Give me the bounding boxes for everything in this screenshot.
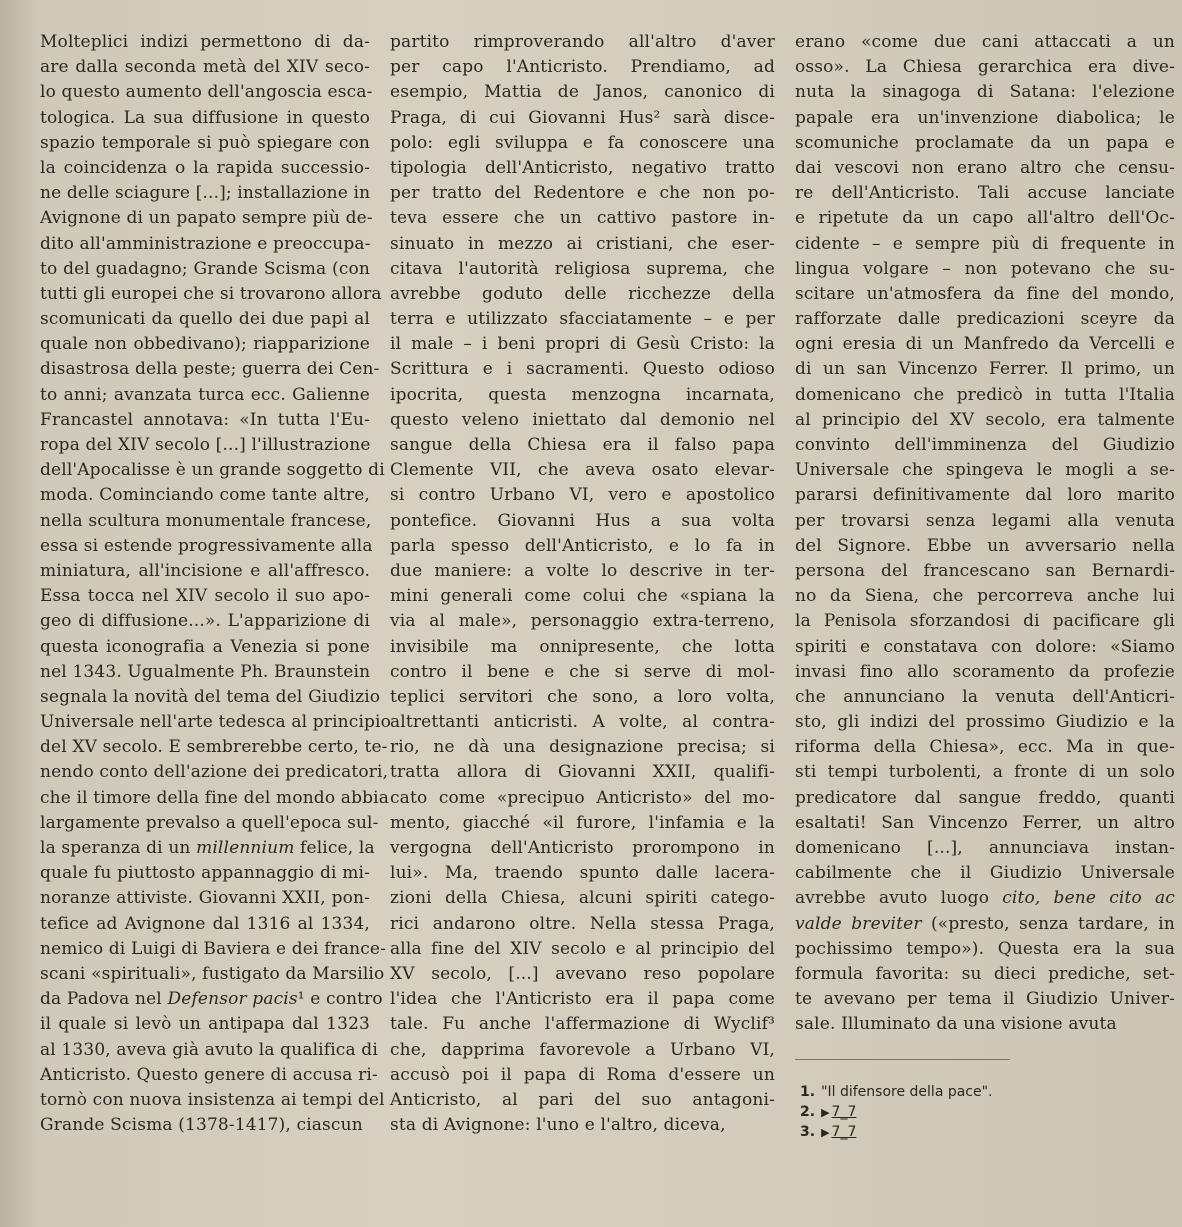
text-line: e ripetute da un capo all'altro dell'Oc-	[795, 208, 1175, 229]
text-line: tratta allora di Giovanni XXII, qualifi-	[390, 762, 775, 783]
text-line: sinuato in mezzo ai cristiani, che eser-	[390, 233, 775, 254]
footnote-3[interactable]	[800, 1122, 1180, 1143]
text-line: pontefice. Giovanni Hus a sua volta	[390, 510, 775, 531]
text-line: ogni eresia di un Manfredo da Vercelli e	[795, 334, 1175, 355]
text-line: invasi fino allo scoramento da profezie	[795, 661, 1175, 682]
text-line: mento, giacché «il furore, l'infamia e la	[390, 812, 775, 833]
text-line: geo di diffusione...». L'apparizione di	[40, 611, 370, 632]
text-line: tefice ad Avignone dal 1316 al 1334,	[40, 913, 370, 934]
text-line: domenicano che predicò in tutta l'Italia	[795, 384, 1175, 405]
text-line: del XV secolo. E sembrerebbe certo, te-	[40, 737, 388, 758]
text-line: del Signore. Ebbe un avversario nella	[795, 535, 1175, 556]
text-line: re dell'Anticristo. Tali accuse lanciate	[795, 183, 1175, 204]
text-line: sto, gli indizi del prossimo Giudizio e la	[795, 712, 1175, 733]
text-line: cidente – e sempre più di frequente in	[795, 233, 1175, 254]
text-line: due maniere: a volte lo descrive in ter-	[390, 560, 775, 581]
text-line: si contro Urbano VI, vero e apostolico	[390, 485, 775, 506]
text-line: tutti gli europei che si trovarono allora	[40, 283, 382, 304]
footnote-number: 2.	[800, 1104, 816, 1120]
text-line: invisibile ma onnipresente, che lotta	[390, 636, 775, 657]
text-line: contro il bene e che si serve di mol-	[390, 661, 775, 682]
text-line: al principio del XV secolo, era talmente	[795, 409, 1175, 430]
text-line: Anticristo. Questo genere di accusa ri-	[40, 1064, 378, 1085]
text-line: nella scultura monumentale francese,	[40, 510, 372, 531]
text-line: nemico di Luigi di Baviera e dei france-	[40, 938, 387, 959]
text-line: rici andarono oltre. Nella stessa Praga,	[390, 913, 775, 934]
text-line: Universale che spingeva le mogli a se-	[795, 460, 1175, 481]
cross-reference-link[interactable]: 7_7	[831, 1104, 857, 1120]
text-line: formula favorita: su dieci prediche, set-	[795, 963, 1175, 984]
text-line: scani «spirituali», fustigato da Marsilio	[40, 963, 385, 984]
text-line: Avignone di un papato sempre più de-	[40, 208, 373, 229]
text-line: miniatura, all'incisione e all'affresco.	[40, 560, 370, 581]
text-line: che annunciano la venuta dell'Anticri-	[795, 686, 1175, 707]
text-line: zioni della Chiesa, alcuni spiriti catego-	[390, 888, 775, 909]
text-line: il quale si levò un antipapa dal 1323	[40, 1014, 370, 1035]
footnote-2[interactable]	[800, 1102, 1180, 1123]
arrow-icon: ▶	[821, 1126, 830, 1139]
arrow-icon: ▶	[821, 1106, 830, 1119]
text-line: teva essere che un cattivo pastore in-	[390, 208, 775, 229]
text-line: la speranza di un millennium felice, la	[40, 838, 375, 858]
text-line: sale. Illuminato da una visione avuta	[795, 1014, 1117, 1035]
text-line: sangue della Chiesa era il falso papa	[390, 435, 775, 455]
text-column-middle	[390, 30, 775, 1138]
text-line: Praga, di cui Giovanni Hus² sarà disce-	[390, 107, 775, 128]
text-line: quale fu piuttosto appannaggio di mi-	[40, 863, 370, 884]
text-line: ne delle sciagure [...]; installazione in	[40, 183, 371, 204]
text-line: dai vescovi non erano altro che censu-	[795, 157, 1175, 178]
text-line: dito all'amministrazione e preoccupa-	[40, 233, 371, 254]
text-line: disastrosa della peste; guerra dei Cen-	[40, 359, 380, 380]
text-line: questo veleno iniettato dal demonio nel	[390, 409, 775, 430]
text-line: Universale nell'arte tedesca al principio	[40, 712, 392, 733]
text-line: osso». La Chiesa gerarchica era dive-	[795, 57, 1175, 78]
text-line: per tratto del Redentore e che non po-	[390, 183, 775, 204]
text-line: rio, ne dà una designazione precisa; si	[390, 737, 775, 758]
text-line: terra e utilizzato sfacciatamente – e per	[390, 309, 775, 330]
text-line: tologica. La sua diffusione in questo	[40, 107, 370, 128]
text-line: la Penisola sforzandosi di pacificare gli	[795, 611, 1175, 632]
text-line: rafforzate dalle predicazioni sceyre da	[795, 309, 1175, 330]
text-column-right	[795, 30, 1175, 1038]
text-line: nel 1343. Ugualmente Ph. Braunstein	[40, 661, 371, 682]
text-line: Molteplici indizi permettono di da-	[40, 32, 370, 52]
text-line: Anticristo, al pari del suo antagoni-	[390, 1089, 775, 1110]
text-line: nendo conto dell'azione dei predicatori,	[40, 762, 389, 783]
text-line: scitare un'atmosfera da fine del mondo,	[795, 283, 1175, 304]
text-line: valde breviter («presto, senza tardare, in	[795, 913, 1175, 934]
text-line: noranze attiviste. Giovanni XXII, pon-	[40, 888, 370, 909]
text-line: che il timore della fine del mondo abbia	[40, 787, 390, 808]
text-line: sti tempi turbolenti, a fronte di un solo	[795, 762, 1175, 783]
text-line: mini generali come colui che «spiana la	[390, 586, 775, 607]
text-line: to del guadagno; Grande Scisma (con	[40, 258, 370, 279]
text-line: domenicano [...], annunciava instan-	[795, 838, 1175, 858]
text-line: to anni; avanzata turca ecc. Galienne	[40, 384, 370, 405]
text-line: dell'Apocalisse è un grande soggetto di	[40, 460, 385, 481]
text-line: ipocrita, questa menzogna incarnata,	[390, 384, 775, 405]
text-line: persona del francescano san Bernardi-	[795, 560, 1175, 581]
footnote-text: "Il difensore della pace".	[821, 1084, 993, 1100]
text-line: citava l'autorità religiosa suprema, che	[390, 258, 775, 279]
text-line: moda. Cominciando come tante altre,	[40, 485, 370, 506]
text-line: te avevano per tema il Giudizio Univer-	[795, 989, 1175, 1010]
text-line: tale. Fu anche l'affermazione di Wyclif³	[390, 1014, 775, 1035]
text-line: ropa del XIV secolo [...] l'illustrazione	[40, 435, 371, 455]
text-line: partito rimproverando all'altro d'aver	[390, 32, 775, 52]
text-line: convinto dell'imminenza del Giudizio	[795, 435, 1175, 455]
footnote-1	[800, 1082, 1180, 1102]
text-line: pararsi definitivamente dal loro marito	[795, 485, 1175, 506]
text-line: lingua volgare – non potevano che su-	[795, 258, 1175, 279]
text-line: scomunicati da quello dei due papi al	[40, 309, 370, 330]
text-line: da Padova nel Defensor pacis¹ e contro	[40, 989, 383, 1010]
text-line: teplici servitori che sono, a loro volta,	[390, 686, 775, 707]
text-line: di un san Vincenzo Ferrer. Il primo, un	[795, 359, 1175, 380]
text-line: tornò con nuova insistenza ai tempi del	[40, 1089, 385, 1110]
text-line: lo questo aumento dell'angoscia esca-	[40, 82, 373, 103]
text-line: scomuniche proclamate da un papa e	[795, 132, 1175, 153]
footnote-number: 1.	[800, 1084, 816, 1100]
text-line: no da Siena, che percorreva anche lui	[795, 586, 1175, 607]
text-line: essa si estende progressivamente alla	[40, 535, 373, 556]
text-line: l'idea che l'Anticristo era il papa come	[390, 989, 775, 1010]
cross-reference-link[interactable]: 7_7	[831, 1124, 857, 1140]
text-line: spazio temporale si può spiegare con	[40, 132, 370, 153]
text-line: accusò poi il papa di Roma d'essere un	[390, 1064, 775, 1085]
text-line: il male – i beni propri di Gesù Cristo: la	[390, 334, 775, 355]
text-line: Essa tocca nel XIV secolo il suo apo-	[40, 586, 370, 607]
text-line: nuta la sinagoga di Satana: l'elezione	[795, 82, 1175, 103]
text-line: vergogna dell'Anticristo prorompono in	[390, 838, 775, 858]
text-line: lui». Ma, traendo spunto dalle lacera-	[390, 863, 775, 884]
text-line: are dalla seconda metà del XIV seco-	[40, 57, 370, 78]
text-line: polo: egli sviluppa e fa conoscere una	[390, 132, 775, 153]
text-line: Grande Scisma (1378-1417), ciascun	[40, 1115, 363, 1136]
text-line: la coincidenza o la rapida successio-	[40, 157, 370, 178]
text-line: cato come «precipuo Anticristo» del mo-	[390, 787, 775, 808]
text-line: pochissimo tempo»). Questa era la sua	[795, 938, 1175, 959]
text-line: Francastel annotava: «In tutta l'Eu-	[40, 409, 370, 430]
text-line: avrebbe avuto luogo cito, bene cito ac	[795, 888, 1175, 909]
text-line: al 1330, aveva già avuto la qualifica di	[40, 1039, 378, 1060]
text-line: cabilmente che il Giudizio Universale	[795, 863, 1175, 884]
footnote-number: 3.	[800, 1124, 816, 1140]
text-line: per capo l'Anticristo. Prendiamo, ad	[390, 57, 775, 78]
text-line: avrebbe goduto delle ricchezze della	[390, 283, 775, 304]
footnote-divider	[795, 1059, 1010, 1060]
text-line: erano «come due cani attaccati a un	[795, 32, 1175, 52]
text-line: segnala la novità del tema del Giudizio	[40, 686, 381, 707]
text-line: largamente prevalso a quell'epoca sul-	[40, 812, 379, 833]
text-line: esaltati! San Vincenzo Ferrer, un altro	[795, 812, 1175, 833]
text-line: Clemente VII, che aveva osato elevar-	[390, 460, 775, 481]
text-line: parla spesso dell'Anticristo, e lo fa in	[390, 535, 775, 556]
text-line: esempio, Mattia de Janos, canonico di	[390, 82, 775, 103]
text-line: questa iconografia a Venezia si pone	[40, 636, 370, 657]
text-line: altrettanti anticristi. A volte, al contra-	[390, 712, 775, 733]
text-line: Scrittura e i sacramenti. Questo odioso	[390, 359, 775, 380]
text-line: per trovarsi senza legami alla venuta	[795, 510, 1175, 531]
text-line: quale non obbedivano); riapparizione	[40, 334, 370, 355]
text-line: tipologia dell'Anticristo, negativo tratto	[390, 157, 775, 178]
text-line: spiriti e constatava con dolore: «Siamo	[795, 636, 1175, 657]
text-column-left	[40, 30, 392, 1138]
text-line: riforma della Chiesa», ecc. Ma in que-	[795, 737, 1175, 758]
text-line: via al male», personaggio extra-terreno,	[390, 611, 775, 632]
text-line: XV secolo, [...] avevano reso popolare	[390, 963, 775, 984]
text-line: predicatore dal sangue freddo, quanti	[795, 787, 1175, 808]
text-line: sta di Avignone: l'uno e l'altro, diceva,	[390, 1115, 726, 1136]
text-line: alla fine del XIV secolo e al principio del	[390, 938, 775, 959]
text-line: papale era un'invenzione diabolica; le	[795, 107, 1175, 128]
text-line: che, dapprima favorevole a Urbano VI,	[390, 1039, 775, 1060]
